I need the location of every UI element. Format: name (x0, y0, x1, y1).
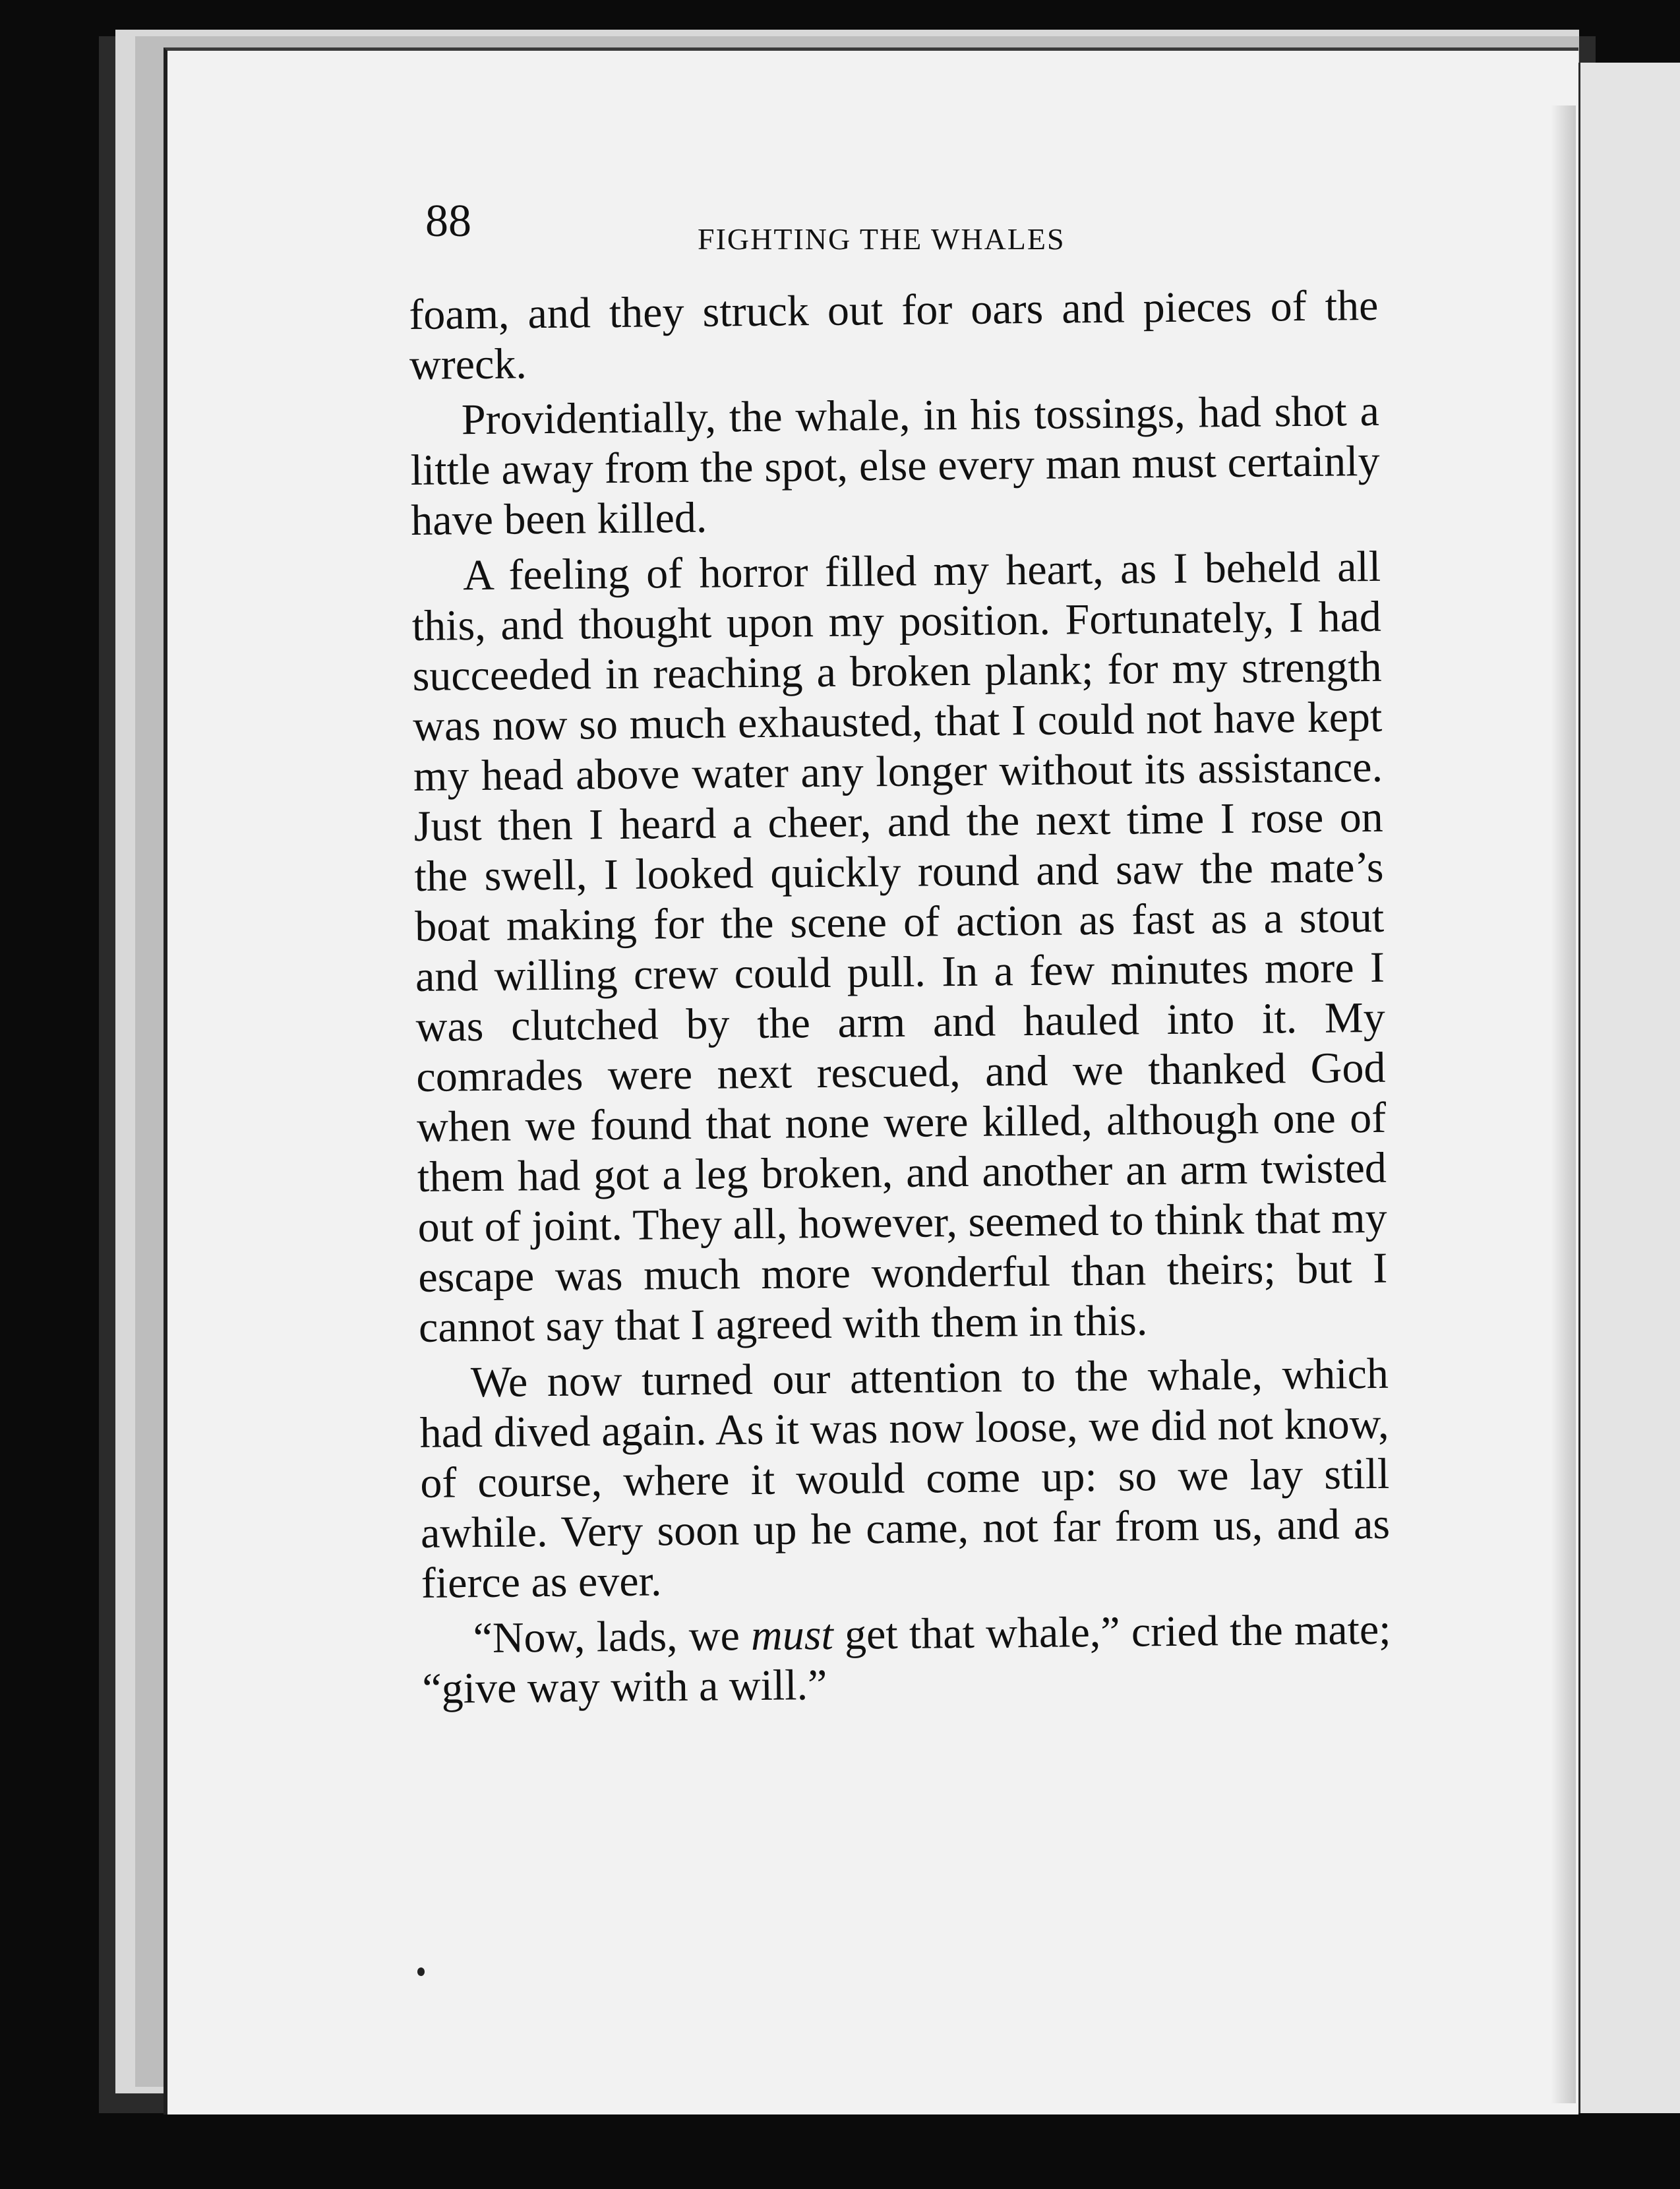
gutter-shadow (1551, 105, 1576, 2103)
facing-page-edge (1577, 63, 1680, 2113)
ink-speck (417, 1967, 425, 1976)
paragraph: Providentially, the whale, in his tossings, had shot a little away from the spot, else every man must certainly have been killed. (410, 386, 1380, 545)
paragraph-continuation: foam, and they struck out for oars and pieces of the wreck. (409, 281, 1379, 389)
page-number: 88 (425, 196, 471, 247)
body-text (409, 281, 1392, 1714)
dialogue-text-before: “Now, lads, we (473, 1611, 752, 1663)
paragraph: A feeling of horror filled my heart, as I beheld all this, and thought upon my position. Fortunately, I had succeeded in reaching a broken plank; for my strength was now so much exhausted, that I could not have kept my head above water any longer without its assistance. Just then I heard a cheer, and the next time I rose on the swell, I looked quickly round and saw the mate’s boat making for the scene of action as fast as a stout and willing crew could pull. In a few minutes more I was clutched by the arm and hauled into it. My comrades were next rescued, and we thanked God when we found that none were killed, although one of them had got a leg broken, and another an arm twisted out of joint. They all, however, seemed to think that my escape was much more wonderful than theirs; but I cannot say that I agreed with them in this. (411, 542, 1388, 1352)
emphasized-word: must (750, 1610, 834, 1660)
paragraph-dialogue (421, 1605, 1391, 1714)
running-head: FIGHTING THE WHALES (698, 222, 1065, 256)
dialogue-text-after: get that whale,” cried the mate; “give way with a will.” (422, 1605, 1391, 1713)
paragraph: We now turned our attention to the whale, which had dived again. As it was now loose, we did not know, of course, where it would come up: so we lay still awhile. Very soon up he came, not far from us, and as fierce as ever. (419, 1349, 1391, 1607)
